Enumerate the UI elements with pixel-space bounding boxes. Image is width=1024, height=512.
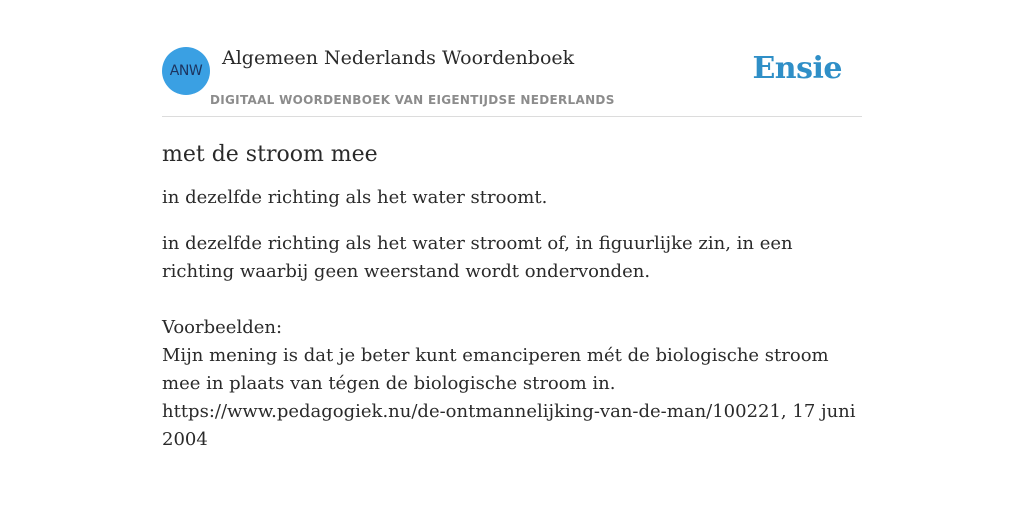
logo-text: ANW	[169, 63, 203, 79]
anw-logo[interactable]	[162, 47, 210, 95]
site-title[interactable]: Algemeen Nederlands Woordenboek	[222, 47, 575, 69]
short-definition: in dezelfde richting als het water stroomt.	[162, 187, 548, 208]
site-subtitle: DIGITAAL WOORDENBOEK VAN EIGENTIJDSE NEDERLANDS	[210, 93, 615, 107]
examples-label: Voorbeelden:	[162, 317, 283, 338]
site-header	[162, 46, 862, 117]
long-definition: in dezelfde richting als het water stroomt of, in figuurlijke zin, in een richting waarbij geen weerstand wordt ondervonden.	[162, 233, 793, 282]
ensie-brand-link[interactable]: Ensie	[752, 51, 842, 86]
entry-content	[162, 140, 862, 454]
example-source: https://www.pedagogiek.nu/de-ontmannelijking-van-de-man/100221, 17 juni 2004	[162, 401, 856, 450]
headword: met de stroom mee	[162, 142, 378, 167]
examples-section	[162, 314, 862, 454]
example-text: Mijn mening is dat je beter kunt emanciperen mét de biologische stroom mee in plaats van tégen de biologische stroom in.	[162, 345, 829, 394]
